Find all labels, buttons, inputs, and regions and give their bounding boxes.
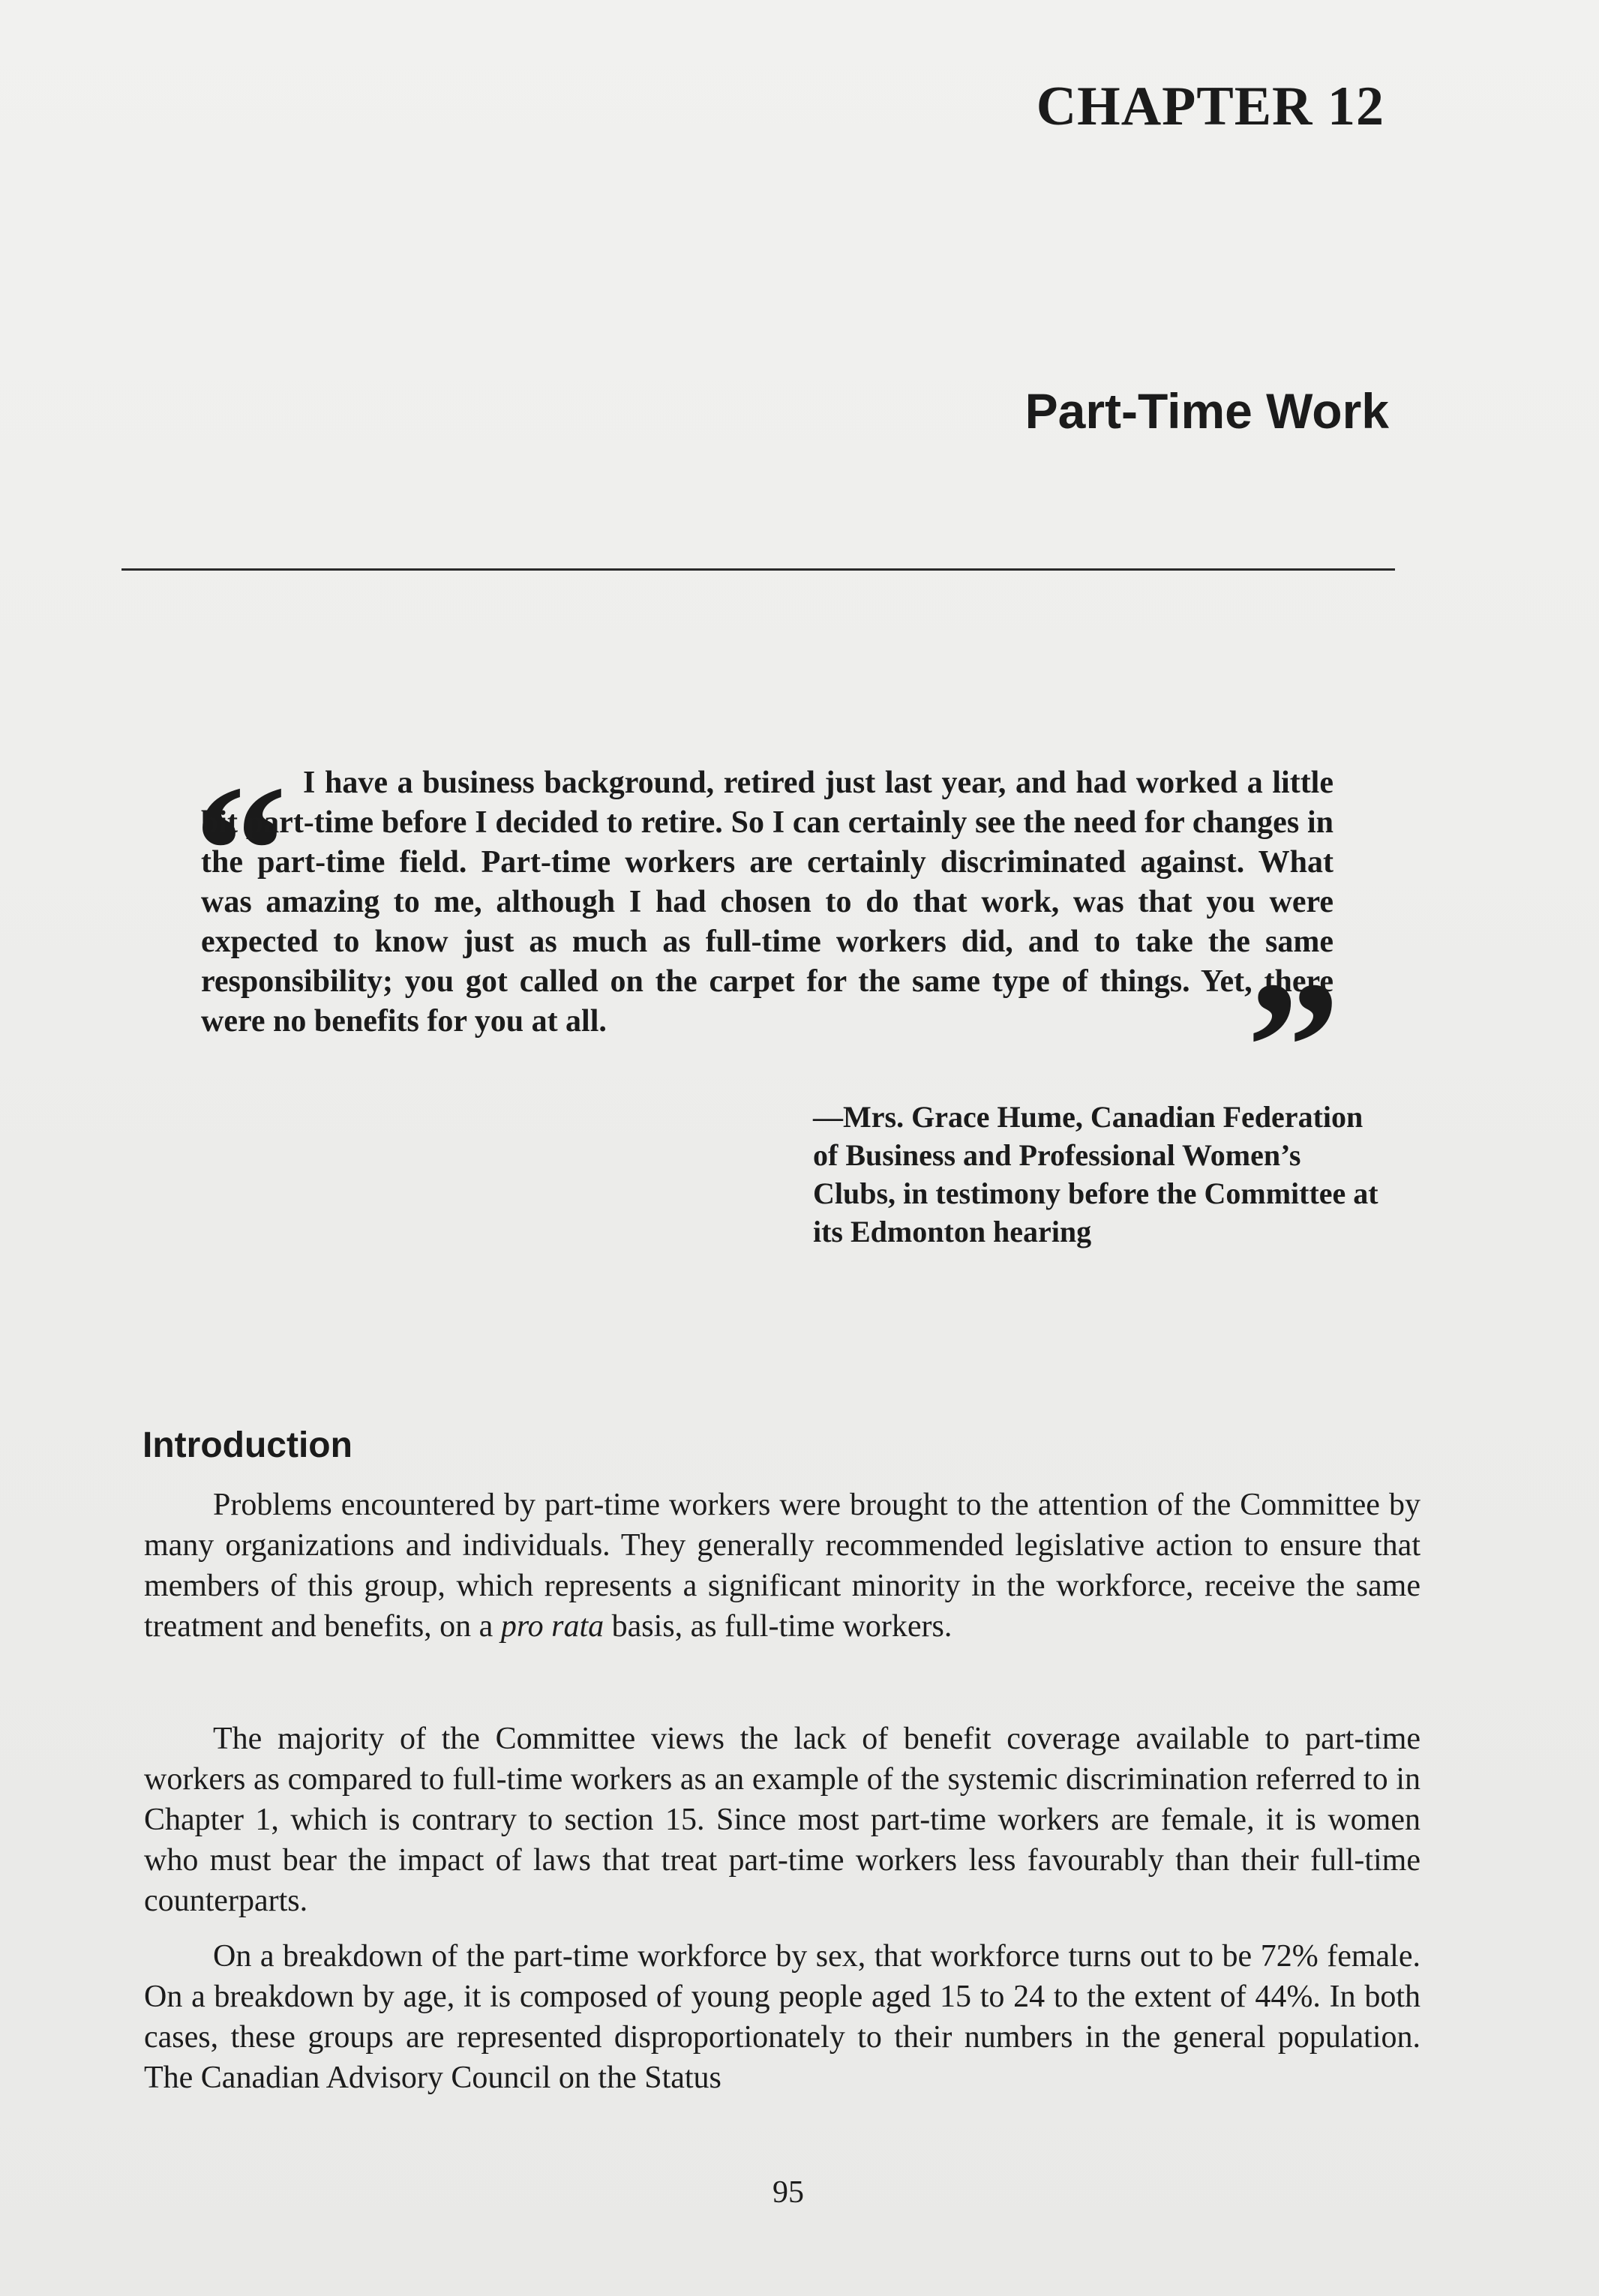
paragraph-2: The majority of the Committee views the lack of benefit coverage available to part-time workers as compared to full-time workers as an example of the systemic discrimination referred to in Chapter 1, which is contrary to section 15. Since most part-time workers are female, it is women who must bear the impact of laws that treat part-time workers less favourably than their full-time counterparts. [144,1722,1420,1918]
paragraph-1-emphasis: pro rata [500,1609,604,1644]
paragraph-3: On a breakdown of the part-time workforce by sex, that workforce turns out to be 72% female. On a breakdown by age, it is composed of young people aged 15 to 24 to the extent of 44%. In both cases, these groups are represented disproportionately to their numbers in the general population. The Canadian Advisory Council on the Status [144,1939,1420,2095]
title-divider [122,568,1395,571]
close-quote-mark: ” [1246,943,1340,1151]
open-quote-mark: “ [194,747,287,955]
paragraph-1-text-b: basis, as full-time workers. [604,1609,952,1644]
quote-attribution: —Mrs. Grace Hume, Canadian Federation of Business and Professional Women’s Clubs, in testimony before the Committee at its Edmonton hearing [813,1100,1378,1248]
page-number: 95 [772,2175,804,2210]
paragraph-1 [144,1485,1420,1647]
section-heading: Introduction [142,1425,352,1465]
pull-quote: I have a business background, retired just last year, and had worked a little bit part-time before I decided to retire. So I can certainly see the need for changes in the part-time field. Part-time workers are certainly discriminated against. What was amazing to me, although I had chosen to do that work, was that you were expected to know just as much as full-time workers did, and to take the same responsibility; you got called on the carpet for the same type of things. Yet, there were no benefits for you at all. [201,766,1334,1039]
chapter-label: CHAPTER 12 [1036,76,1384,137]
chapter-title: Part-Time Work [1024,383,1389,439]
paragraph-1-text-a: Problems encountered by part-time workers were brought to the attention of the Committee by many organizations and individuals. They generally recommended legislative action to ensure that members of this group, which represents a significant minority in the workforce, receive the same treatment and benefits, on a [144,1488,1420,1644]
